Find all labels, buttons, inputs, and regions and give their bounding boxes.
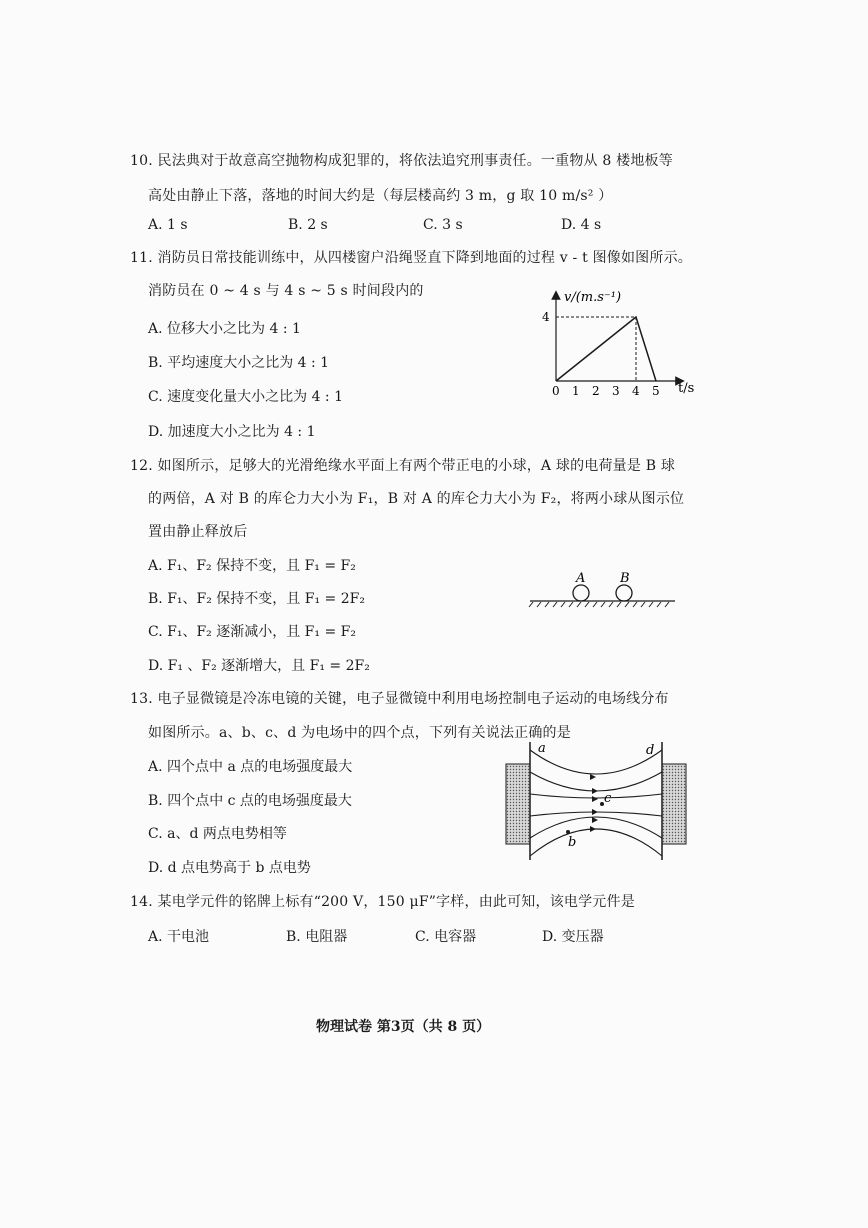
q13-option-d: D. d 点电势高于 b 点电势	[148, 860, 311, 876]
q14-option-b: B. 电阻器	[286, 929, 348, 945]
q14-option-c: C. 电容器	[415, 929, 477, 945]
field-line-3	[530, 794, 662, 798]
vt-chart	[530, 285, 710, 405]
q12-line3: 置由静止释放后	[148, 524, 248, 540]
q13-line2: 如图所示。a、b、c、d 为电场中的四个点，下列有关说法正确的是	[148, 725, 571, 741]
q10-option-b: B. 2 s	[288, 217, 328, 233]
x-tick-label-1: 1	[572, 384, 580, 398]
q12-option-d: D. F₁ 、F₂ 逐渐增大，且 F₁ = 2F₂	[148, 658, 370, 674]
point-b	[566, 830, 570, 834]
page-footer: 物理试卷 第3页（共 8 页）	[316, 1019, 491, 1035]
q14-option-a: A. 干电池	[148, 929, 210, 945]
q12-option-b: B. F₁、F₂ 保持不变，且 F₁ = 2F₂	[148, 591, 365, 607]
q11-line1: 11. 消防员日常技能训练中，从四楼窗户沿绳竖直下降到地面的过程 v - t 图像如图所示。	[130, 250, 692, 266]
q13-option-b: B. 四个点中 c 点的电场强度最大	[148, 793, 352, 809]
two-balls-figure	[525, 566, 685, 611]
ball-a	[573, 585, 589, 601]
x-tick-label-3: 3	[612, 384, 620, 398]
q14-option-d: D. 变压器	[542, 929, 604, 945]
x-axis-label: t/s	[678, 381, 695, 396]
x-tick-label-4: 4	[632, 384, 640, 398]
field-line-2	[530, 772, 662, 791]
q11-line2: 消防员在 0 ~ 4 s 与 4 s ~ 5 s 时间段内的	[148, 283, 424, 299]
electric-field-figure	[500, 738, 700, 863]
q13-line1: 13. 电子显微镜是冷冻电镜的关键，电子显微镜中利用电场控制电子运动的电场线分布	[130, 691, 669, 707]
ball-a-label: A	[576, 571, 586, 586]
q12-option-a: A. F₁、F₂ 保持不变，且 F₁ = F₂	[148, 558, 356, 574]
q10-option-d: D. 4 s	[561, 217, 602, 233]
q10-line2: 高处由静止下落，落地的时间大约是（每层楼高约 3 m，g 取 10 m/s² ）	[148, 188, 613, 204]
q13-option-a: A. 四个点中 a 点的电场强度最大	[148, 759, 353, 775]
right-electrode	[662, 764, 686, 844]
q10-option-c: C. 3 s	[423, 217, 463, 233]
q10-line1: 10. 民法典对于故意高空抛物构成犯罪的，将依法追究刑事责任。一重物从 8 楼地板等	[130, 153, 673, 169]
y-axis-label: v/(m.s⁻¹)	[564, 290, 622, 305]
label-d: d	[646, 743, 655, 758]
x-tick-label-0: 0	[552, 384, 560, 398]
label-c: c	[604, 791, 612, 806]
q12-line2: 的两倍，A 对 B 的库仑力大小为 F₁，B 对 A 的库仑力大小为 F₂，将两小球从图示位	[148, 491, 685, 507]
q14-line1: 14. 某电学元件的铭牌上标有“200 V，150 μF”字样，由此可知，该电学元件是	[130, 894, 635, 910]
y-tick-label-4: 4	[542, 310, 550, 324]
label-a: a	[538, 741, 546, 756]
x-tick-label-5: 5	[652, 384, 660, 398]
q11-option-a: A. 位移大小之比为 4 : 1	[148, 321, 301, 337]
ball-b-label: B	[620, 571, 630, 586]
q11-option-d: D. 加速度大小之比为 4 : 1	[148, 424, 316, 440]
q12-option-c: C. F₁、F₂ 逐渐减小，且 F₁ = F₂	[148, 624, 356, 640]
q10-option-a: A. 1 s	[148, 217, 188, 233]
ball-b	[616, 585, 632, 601]
q12-line1: 12. 如图所示，足够大的光滑绝缘水平面上有两个带正电的小球，A 球的电荷量是 B 球	[130, 458, 676, 474]
label-b: b	[568, 835, 577, 850]
velocity-series-line	[556, 317, 656, 381]
field-line-6	[530, 829, 662, 856]
q11-option-b: B. 平均速度大小之比为 4 : 1	[148, 355, 330, 371]
q11-option-c: C. 速度变化量大小之比为 4 : 1	[148, 389, 343, 405]
q13-option-c: C. a、d 两点电势相等	[148, 826, 287, 842]
left-electrode	[506, 764, 530, 844]
x-tick-label-2: 2	[592, 384, 600, 398]
field-line-1	[530, 750, 662, 774]
